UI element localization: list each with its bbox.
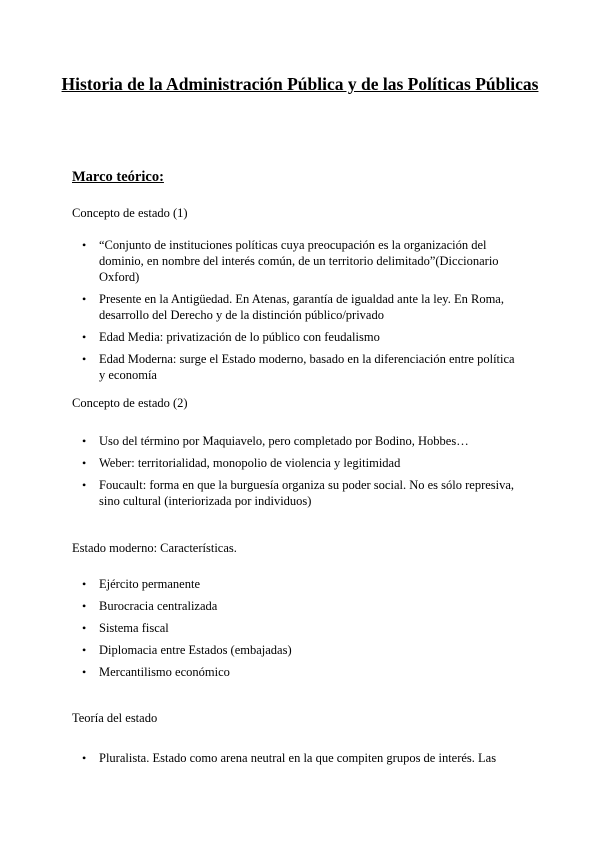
- list-item: • Weber: territorialidad, monopolio de violencia y legitimidad: [82, 456, 401, 470]
- bullet-icon: •: [82, 434, 87, 448]
- bullet-list-estado-moderno: [0, 576, 600, 686]
- bullet-list-concepto-2: [0, 433, 600, 515]
- bullet-icon: •: [82, 665, 87, 679]
- section-heading: Marco teórico:: [72, 169, 164, 185]
- list-item: • Ejército permanente: [82, 577, 200, 591]
- bullet-icon: •: [82, 751, 87, 765]
- list-item: • Presente en la Antigüedad. En Atenas, garantía de igualdad ante la ley. En Roma, desarrollo del Derecho y de la distinción público/privado: [82, 292, 504, 322]
- bullet-icon: •: [82, 621, 87, 635]
- bullet-icon: •: [82, 456, 87, 470]
- bullet-list-teoria-estado: [0, 750, 600, 772]
- bullet-icon: •: [82, 352, 87, 366]
- list-item: • Burocracia centralizada: [82, 599, 218, 613]
- list-item: • Edad Moderna: surge el Estado moderno, basado en la diferenciación entre política y economía: [82, 352, 515, 382]
- bullet-list-concepto-1: [0, 237, 600, 389]
- bullet-icon: •: [82, 599, 87, 613]
- list-item: • Pluralista. Estado como arena neutral en la que compiten grupos de interés. Las: [82, 751, 497, 765]
- list-item: • Diplomacia entre Estados (embajadas): [82, 643, 292, 657]
- bullet-icon: •: [82, 577, 87, 591]
- section-label-estado-moderno: Estado moderno: Características.: [72, 541, 237, 555]
- section-label-teoria-estado: Teoría del estado: [72, 711, 158, 725]
- list-item: • Mercantilismo económico: [82, 665, 230, 679]
- list-item: • “Conjunto de instituciones políticas cuya preocupación es la organización del dominio, en nombre del interés común, de un territorio delimitado”(Diccionario Oxford): [82, 238, 499, 284]
- section-label-concepto-2: Concepto de estado (2): [72, 396, 188, 410]
- bullet-icon: •: [82, 330, 87, 344]
- list-item: • Foucault: forma en que la burguesía organiza su poder social. No es sólo represiva, sino cultural (interiorizada por individuos): [82, 478, 515, 508]
- bullet-icon: •: [82, 292, 87, 306]
- list-item: • Sistema fiscal: [82, 621, 169, 635]
- bullet-icon: •: [82, 238, 87, 252]
- list-item: • Uso del término por Maquiavelo, pero completado por Bodino, Hobbes…: [82, 434, 469, 448]
- list-item: • Edad Media: privatización de lo público con feudalismo: [82, 330, 380, 344]
- bullet-icon: •: [82, 478, 87, 492]
- bullet-icon: •: [82, 643, 87, 657]
- document-title: Historia de la Administración Pública y de las Políticas Públicas: [61, 74, 539, 94]
- section-label-concepto-1: Concepto de estado (1): [72, 206, 188, 220]
